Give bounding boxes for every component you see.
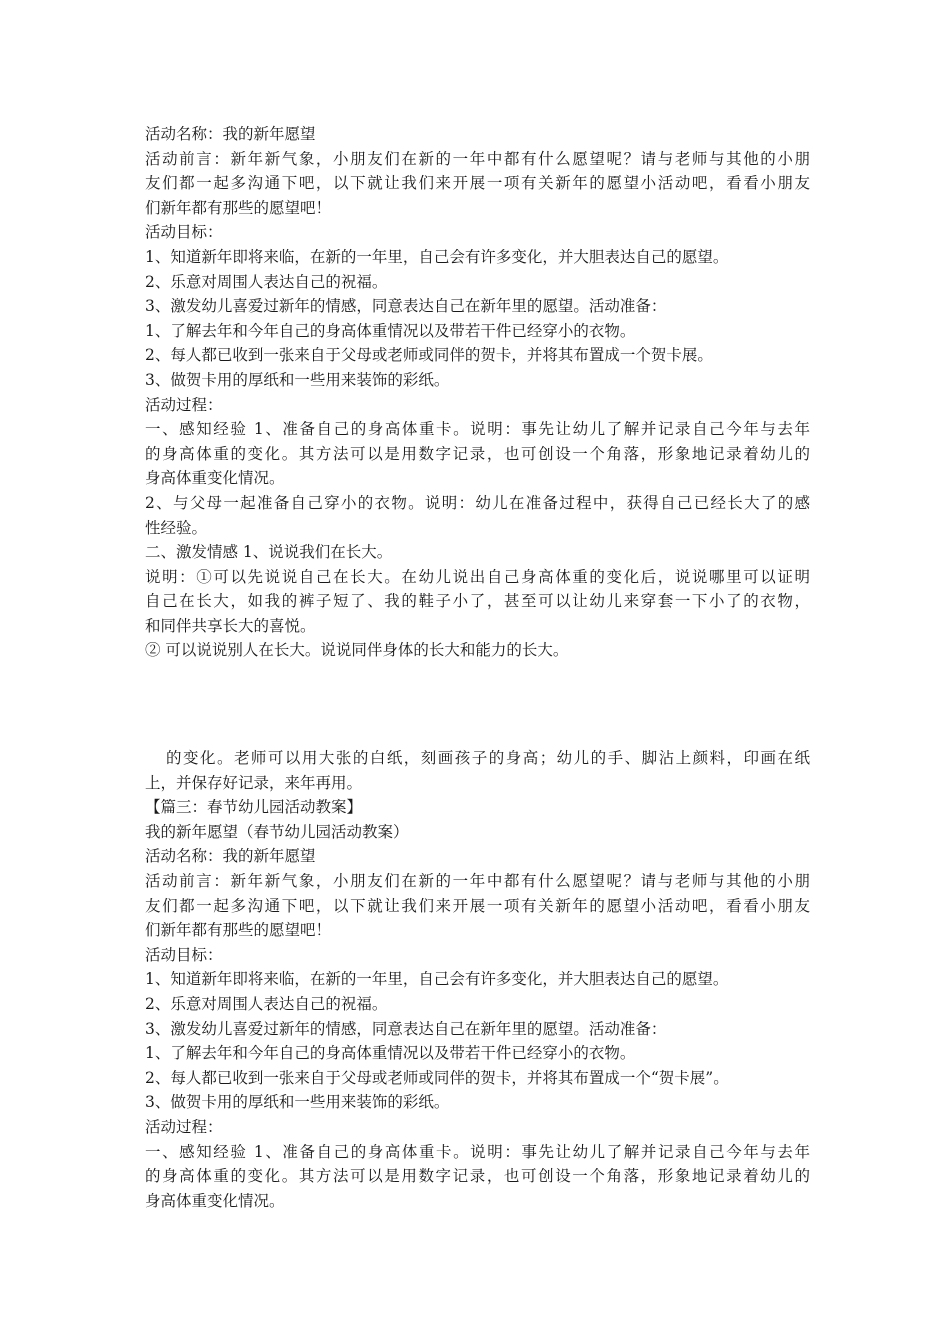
process-paragraph-line: 的身高体重的变化。其方法可以是用数字记录，也可创设一个角落，形象地记录着幼儿的 <box>145 444 810 463</box>
section-heading: 【篇三：春节幼儿园活动教案】 <box>145 798 363 817</box>
goal-item: 2、乐意对周围人表达自己的祝福。 <box>145 994 388 1013</box>
preparation-item: 3、做贺卡用的厚纸和一些用来装饰的彩纸。 <box>145 1093 450 1112</box>
continuation-line: 上，并保存好记录，来年再用。 <box>145 773 363 792</box>
preface-line: 活动前言：新年新气象，小朋友们在新的一年中都有什么愿望呢？请与老师与其他的小朋 <box>145 871 810 890</box>
process-paragraph-line: 说明：①可以先说说自己在长大。在幼儿说出自己身高体重的变化后，说说哪里可以证明 <box>145 567 810 586</box>
lesson-title: 我的新年愿望（春节幼儿园活动教案） <box>145 822 409 841</box>
process-heading: 活动过程： <box>145 1117 223 1136</box>
process-paragraph-line: 身高体重变化情况。 <box>145 469 285 488</box>
process-paragraph-line: 二、激发情感 1、说说我们在长大。 <box>145 543 393 562</box>
preparation-item: 3、做贺卡用的厚纸和一些用来装饰的彩纸。 <box>145 370 450 389</box>
goal-item: 1、知道新年即将来临，在新的一年里，自己会有许多变化，并大胆表达自己的愿望。 <box>145 970 729 989</box>
preparation-item: 1、了解去年和今年自己的身高体重情况以及带若干件已经穿小的衣物。 <box>145 321 636 340</box>
process-paragraph-line: 2、与父母一起准备自己穿小的衣物。说明：幼儿在准备过程中，获得自己已经长大了的感 <box>145 493 810 512</box>
goal-item: 3、激发幼儿喜爱过新年的情感，同意表达自己在新年里的愿望。活动准备： <box>145 297 667 316</box>
process-paragraph-line: 自己在长大，如我的裤子短了、我的鞋子小了，甚至可以让幼儿来穿套一下小了的衣物， <box>145 592 810 611</box>
preparation-item: 2、每人都已收到一张来自于父母或老师或同伴的贺卡，并将其布置成一个“贺卡展”。 <box>145 1068 729 1087</box>
process-paragraph-line: ② 可以说说别人在长大。说说同伴身体的长大和能力的长大。 <box>145 641 569 660</box>
preface-line: 活动前言：新年新气象，小朋友们在新的一年中都有什么愿望呢？请与老师与其他的小朋 <box>145 149 810 168</box>
text-section-1 <box>145 122 810 663</box>
preface-line: 们新年都有那些的愿望吧！ <box>145 921 332 940</box>
preface-line: 们新年都有那些的愿望吧！ <box>145 198 332 217</box>
preface-line: 友们都一起多沟通下吧，以下就让我们来开展一项有关新年的愿望小活动吧，看看小朋友 <box>145 174 810 193</box>
continuation-line: 的变化。老师可以用大张的白纸，刻画孩子的身高；幼儿的手、脚沾上颜料，印画在纸 <box>166 749 810 767</box>
goals-heading: 活动目标： <box>145 223 223 242</box>
preparation-item: 1、了解去年和今年自己的身高体重情况以及带若干件已经穿小的衣物。 <box>145 1044 636 1063</box>
goals-heading: 活动目标： <box>145 945 223 964</box>
process-paragraph-line: 一、感知经验 1、准备自己的身高体重卡。说明：事先让幼儿了解并记录自己今年与去年 <box>145 420 810 439</box>
process-paragraph-line: 的身高体重的变化。其方法可以是用数字记录，也可创设一个角落，形象地记录着幼儿的 <box>145 1167 810 1186</box>
preface-line: 友们都一起多沟通下吧，以下就让我们来开展一项有关新年的愿望小活动吧，看看小朋友 <box>145 896 810 915</box>
process-paragraph-line: 性经验。 <box>145 518 208 537</box>
text-section-2 <box>145 746 810 1213</box>
process-heading: 活动过程： <box>145 395 223 414</box>
goal-item: 3、激发幼儿喜爱过新年的情感，同意表达自己在新年里的愿望。活动准备： <box>145 1019 667 1038</box>
process-paragraph-line: 和同伴共享长大的喜悦。 <box>145 616 316 635</box>
goal-item: 2、乐意对周围人表达自己的祝福。 <box>145 272 388 291</box>
process-paragraph-line: 一、感知经验 1、准备自己的身高体重卡。说明：事先让幼儿了解并记录自己今年与去年 <box>145 1142 810 1161</box>
preparation-item: 2、每人都已收到一张来自于父母或老师或同伴的贺卡，并将其布置成一个贺卡展。 <box>145 346 713 365</box>
activity-name-line: 活动名称：我的新年愿望 <box>145 125 316 143</box>
activity-name-line: 活动名称：我的新年愿望 <box>145 847 316 866</box>
goal-item: 1、知道新年即将来临，在新的一年里，自己会有许多变化，并大胆表达自己的愿望。 <box>145 247 729 266</box>
process-paragraph-line: 身高体重变化情况。 <box>145 1191 285 1210</box>
